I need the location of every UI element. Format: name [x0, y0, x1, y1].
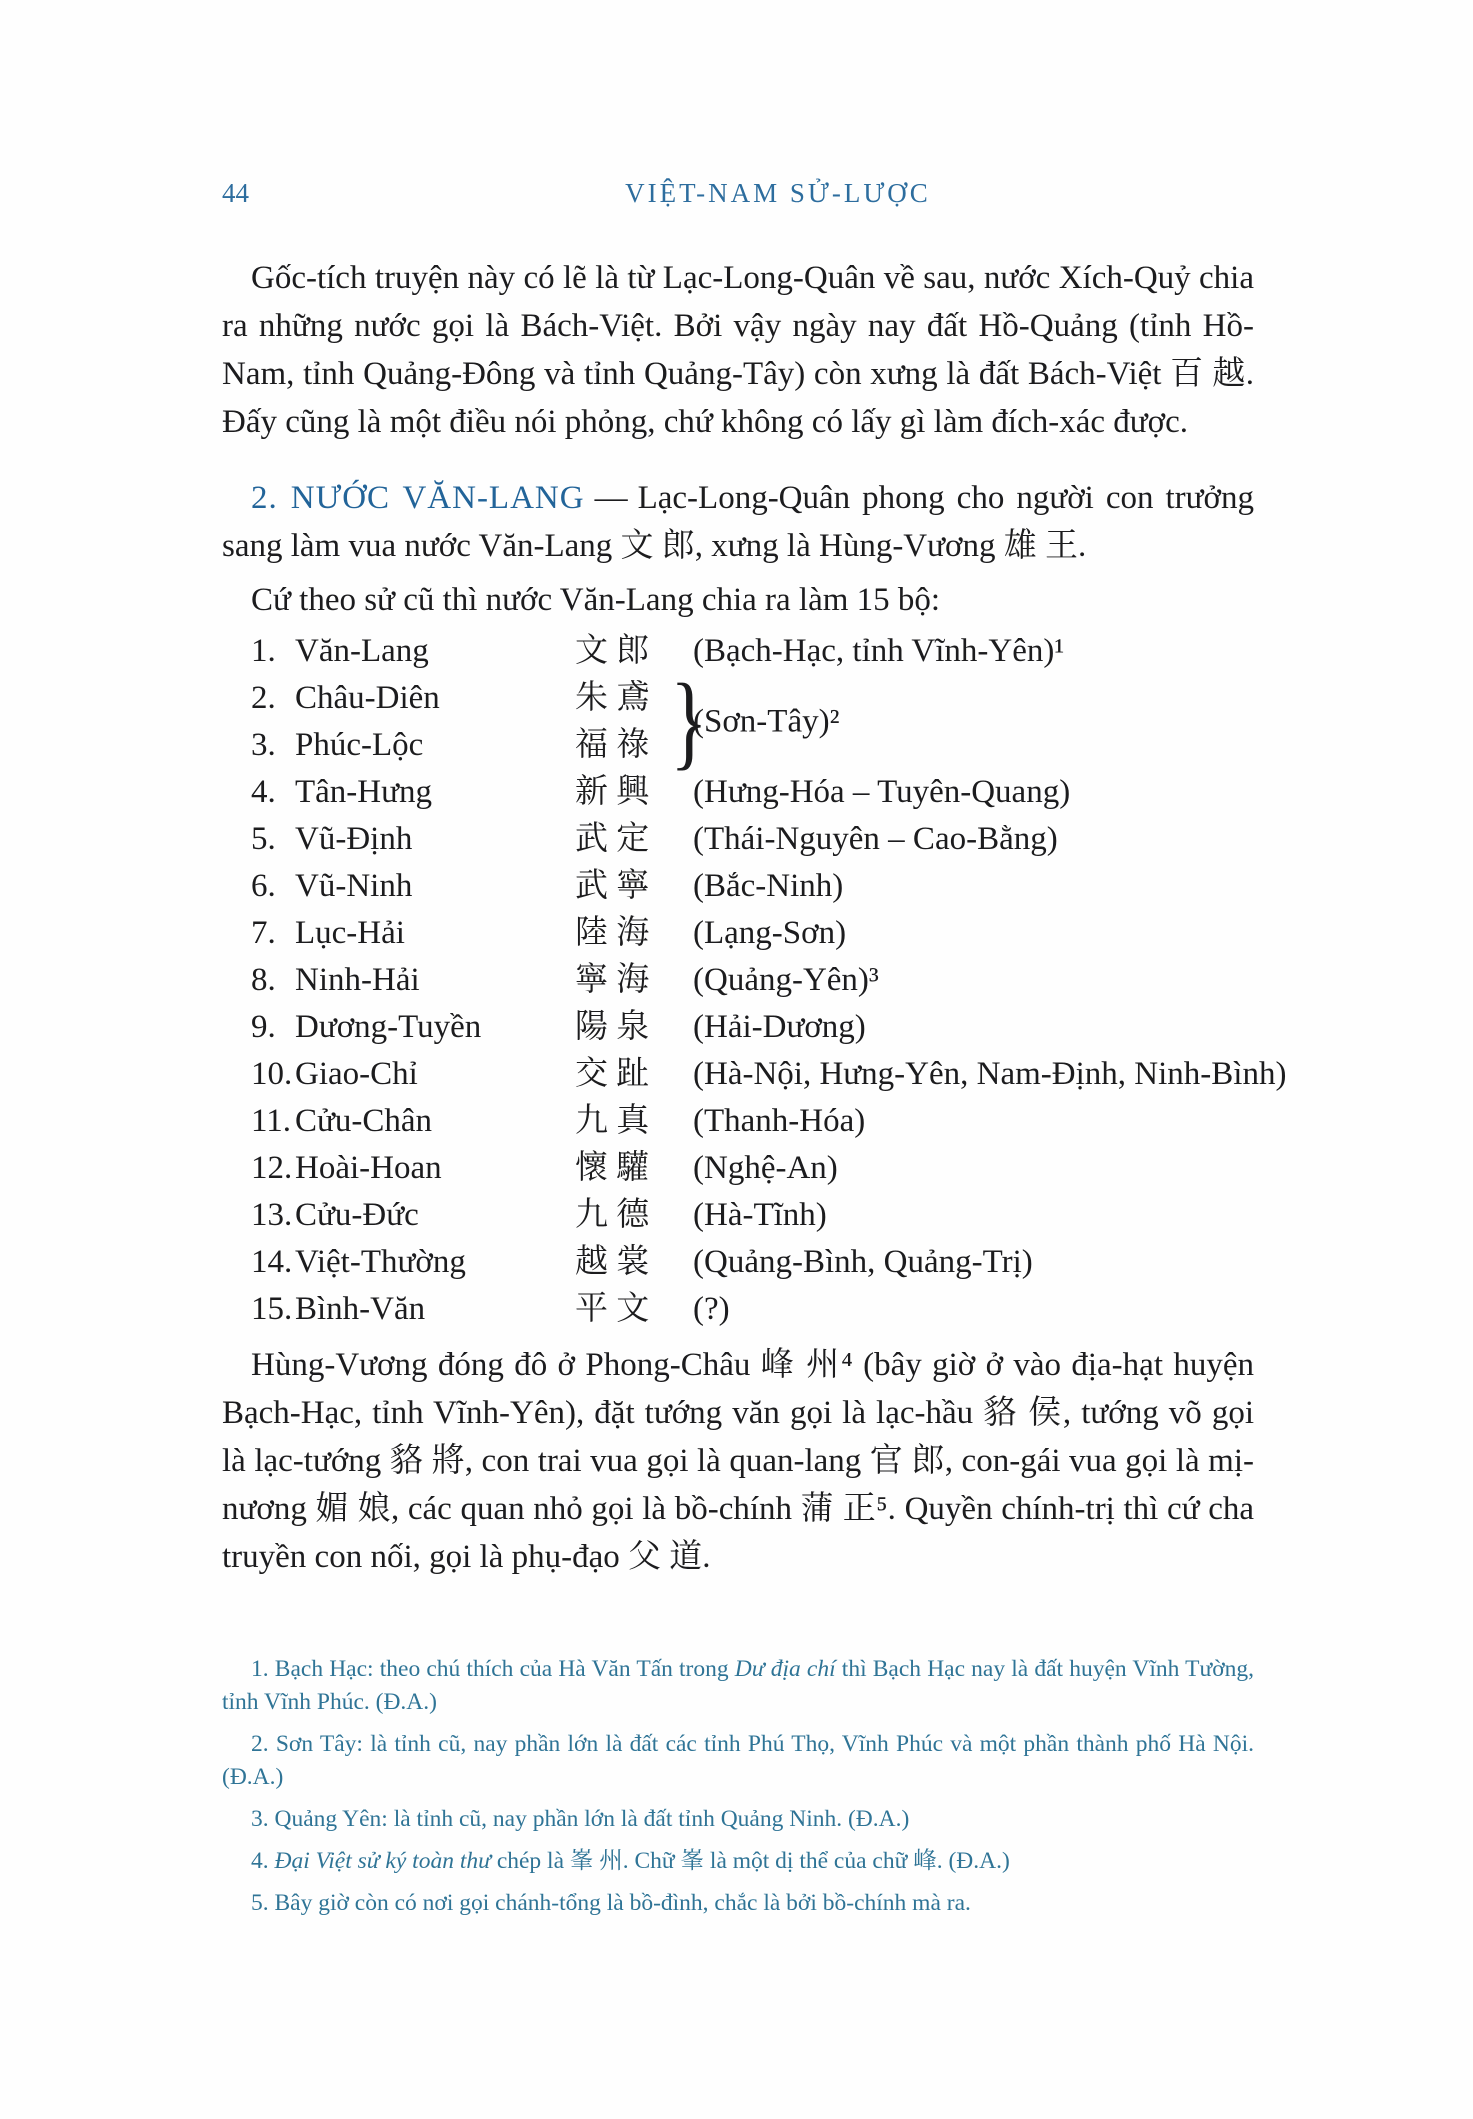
- footnote-4: [222, 1845, 1254, 1878]
- bo-name: Dương-Tuyền: [295, 1009, 482, 1045]
- footnote-2: [222, 1728, 1254, 1794]
- intro-paragraph: Gốc-tích truyện này có lẽ là từ Lạc-Long-Quân về sau, nước Xích-Quỷ chia ra những nước gọi là Bách-Việt. Bởi vậy ngày nay đất Hồ-Quảng (tỉnh Hồ-Nam, tỉnh Quảng-Đông và tỉnh Quảng-Tây) còn xưng là đất Bách-Việt 百 越. Đấy cũng là một điều nói phỏng, chứ không có lấy gì làm đích-xác được.: [222, 260, 1254, 440]
- footnotes: [222, 1653, 1254, 1920]
- bo-name: Vũ-Ninh: [295, 868, 413, 904]
- bo-name: Châu-Diên: [295, 680, 440, 716]
- bo-hanzi: 文 郎: [575, 633, 650, 669]
- bo-row-10: [251, 1051, 1287, 1098]
- bo-number: 7.: [251, 915, 276, 951]
- bo-location: (Hà-Tĩnh): [693, 1197, 827, 1233]
- bo-hanzi: 寧 海: [575, 962, 650, 998]
- footnote-5: [222, 1887, 1254, 1920]
- bo-hanzi: 九 真: [575, 1103, 650, 1139]
- bo-number: 5.: [251, 821, 276, 857]
- bo-hanzi: 陽 泉: [575, 1009, 650, 1045]
- bo-name: Cửu-Chân: [295, 1103, 433, 1139]
- bo-hanzi: 福 祿: [575, 727, 650, 763]
- bo-hanzi: 朱 鳶: [575, 680, 650, 716]
- bo-number: 14.: [251, 1244, 293, 1280]
- bo-name: Vũ-Định: [295, 821, 413, 857]
- bo-location: (?): [693, 1291, 730, 1327]
- bo-number: 8.: [251, 962, 276, 998]
- bo-row-4: [251, 769, 1254, 816]
- bo-row-6: [251, 863, 1254, 910]
- page-number: 44: [222, 178, 249, 208]
- bo-name: Bình-Văn: [295, 1291, 426, 1327]
- bo-location: (Thái-Nguyên – Cao-Bằng): [693, 821, 1058, 857]
- bo-name: Ninh-Hải: [295, 962, 420, 998]
- footnote-text: 5. Bây giờ còn có nơi gọi chánh-tổng là bồ-đình, chắc là bởi bồ-chính mà ra.: [251, 1890, 971, 1916]
- bo-number: 3.: [251, 727, 276, 763]
- bo-row-1: [251, 628, 1254, 675]
- bo-location: (Hải-Dương): [693, 1009, 866, 1045]
- bo-hanzi: 陸 海: [575, 915, 650, 951]
- bo-name: Cửu-Đức: [295, 1197, 419, 1233]
- bo-row-13: [251, 1192, 1254, 1239]
- bo-number: 13.: [251, 1197, 293, 1233]
- bo-number: 9.: [251, 1009, 276, 1045]
- bo-group-2-3: [222, 662, 1254, 781]
- bo-location: (Quảng-Yên)³: [693, 962, 879, 998]
- footnote-text: thì Bạch Hạc nay là đất huyện Vĩnh Tường, tỉnh Vĩnh Phúc. (Đ.A.): [222, 1656, 1255, 1715]
- bo-location: (Nghệ-An): [693, 1150, 838, 1186]
- bo-location: (Bạch-Hạc, tỉnh Vĩnh-Yên)¹: [693, 633, 1065, 669]
- bo-hanzi: 武 寧: [575, 868, 650, 904]
- bo-location: (Hưng-Hóa – Tuyên-Quang): [693, 774, 1071, 810]
- bo-name: Giao-Chỉ: [295, 1056, 418, 1092]
- bo-number: 6.: [251, 868, 276, 904]
- footnote-text: chép là 峯 州. Chữ 峯 là một dị thể của chữ 峰. (Đ.A.): [490, 1848, 1010, 1874]
- bo-location: (Bắc-Ninh): [693, 868, 844, 904]
- bo-row-5: [251, 816, 1254, 863]
- footnote-italic-title: Đại Việt sử ký toàn thư: [274, 1848, 491, 1874]
- closing-paragraph: Hùng-Vương đóng đô ở Phong-Châu 峰 州⁴ (bây giờ ở vào địa-hạt huyện Bạch-Hạc, tỉnh Vĩnh-Yên), đặt tướng văn gọi là lạc-hầu 貉 侯, tướng võ gọi là lạc-tướng 貉 將, con trai vua gọi là quan-lang 官 郎, con-gái vua gọi là mị-nương 媚 娘, các quan nhỏ gọi là bồ-chính 蒲 正⁵. Quyền chính-trị thì cứ cha truyền con nối, gọi là phụ-đạo 父 道.: [222, 1347, 1254, 1575]
- bo-number: 11.: [251, 1103, 292, 1139]
- footnote-text: 4.: [251, 1848, 275, 1874]
- running-title: VIỆT-NAM SỬ-LƯỢC: [625, 178, 931, 208]
- bo-row-7: [251, 910, 1254, 957]
- bo-name: Hoài-Hoan: [295, 1150, 442, 1186]
- bo-number: 2.: [251, 680, 276, 716]
- footnote-text: 1. Bạch Hạc: theo chú thích của Hà Văn Tấn trong: [251, 1656, 735, 1682]
- bo-name: Lục-Hải: [295, 915, 405, 951]
- footnote-italic-title: Dư địa chí: [734, 1656, 836, 1682]
- bo-list: [222, 628, 1287, 1333]
- bo-hanzi: 武 定: [575, 821, 650, 857]
- bo-name: Văn-Lang: [295, 633, 429, 669]
- list-intro: Cứ theo sử cũ thì nước Văn-Lang chia ra làm 15 bộ:: [251, 582, 941, 618]
- bo-hanzi: 越 裳: [575, 1244, 650, 1280]
- bo-number: 10.: [251, 1056, 293, 1092]
- bo-row-8: [251, 957, 1254, 1004]
- group-brace: }: [670, 662, 708, 781]
- section-heading: 2. NƯỚC VĂN-LANG: [251, 480, 585, 516]
- bo-location: (Thanh-Hóa): [693, 1103, 866, 1139]
- section-text: Lạc-Long-Quân phong cho người con trưởng sang làm vua nước Văn-Lang 文 郎, xưng là Hùng-Vương 雄 王.: [222, 480, 1254, 564]
- footnote-text: 3. Quảng Yên: là tỉnh cũ, nay phần lớn là đất tỉnh Quảng Ninh. (Đ.A.): [251, 1806, 910, 1832]
- bo-row-15: [251, 1286, 1254, 1333]
- footnote-text: 2. Sơn Tây: là tỉnh cũ, nay phần lớn là đất các tỉnh Phú Thọ, Vĩnh Phúc và một phần thành phố Hà Nội. (Đ.A.): [222, 1731, 1254, 1790]
- bo-row-14: [251, 1239, 1254, 1286]
- bo-hanzi: 交 趾: [575, 1056, 650, 1092]
- group-location: (Sơn-Tây)²: [693, 703, 840, 740]
- bo-location: (Quảng-Bình, Quảng-Trị): [693, 1244, 1033, 1280]
- bo-number: 12.: [251, 1150, 293, 1186]
- bo-row-9: [251, 1004, 1254, 1051]
- bo-row-11: [251, 1098, 1254, 1145]
- section-paragraph: [222, 474, 1254, 570]
- bo-number: 1.: [251, 633, 276, 669]
- bo-location: (Hà-Nội, Hưng-Yên, Nam-Định, Ninh-Bình): [693, 1056, 1287, 1092]
- bo-number: 15.: [251, 1291, 293, 1327]
- bo-hanzi: 懷 驩: [575, 1150, 650, 1186]
- bo-name: Việt-Thường: [295, 1244, 466, 1280]
- bo-row-12: [251, 1145, 1254, 1192]
- bo-hanzi: 九 德: [575, 1197, 650, 1233]
- bo-hanzi: 新 興: [575, 774, 650, 810]
- bo-name: Phúc-Lộc: [295, 727, 424, 763]
- footnote-3: [222, 1803, 1254, 1836]
- bo-name: Tân-Hưng: [295, 774, 433, 810]
- bo-location: (Lạng-Sơn): [693, 915, 847, 951]
- bo-hanzi: 平 文: [575, 1291, 650, 1327]
- running-head: [222, 178, 1254, 214]
- bo-number: 4.: [251, 774, 276, 810]
- book-page: [222, 178, 1287, 1929]
- footnote-1: [222, 1653, 1254, 1719]
- section-dash: —: [594, 480, 628, 516]
